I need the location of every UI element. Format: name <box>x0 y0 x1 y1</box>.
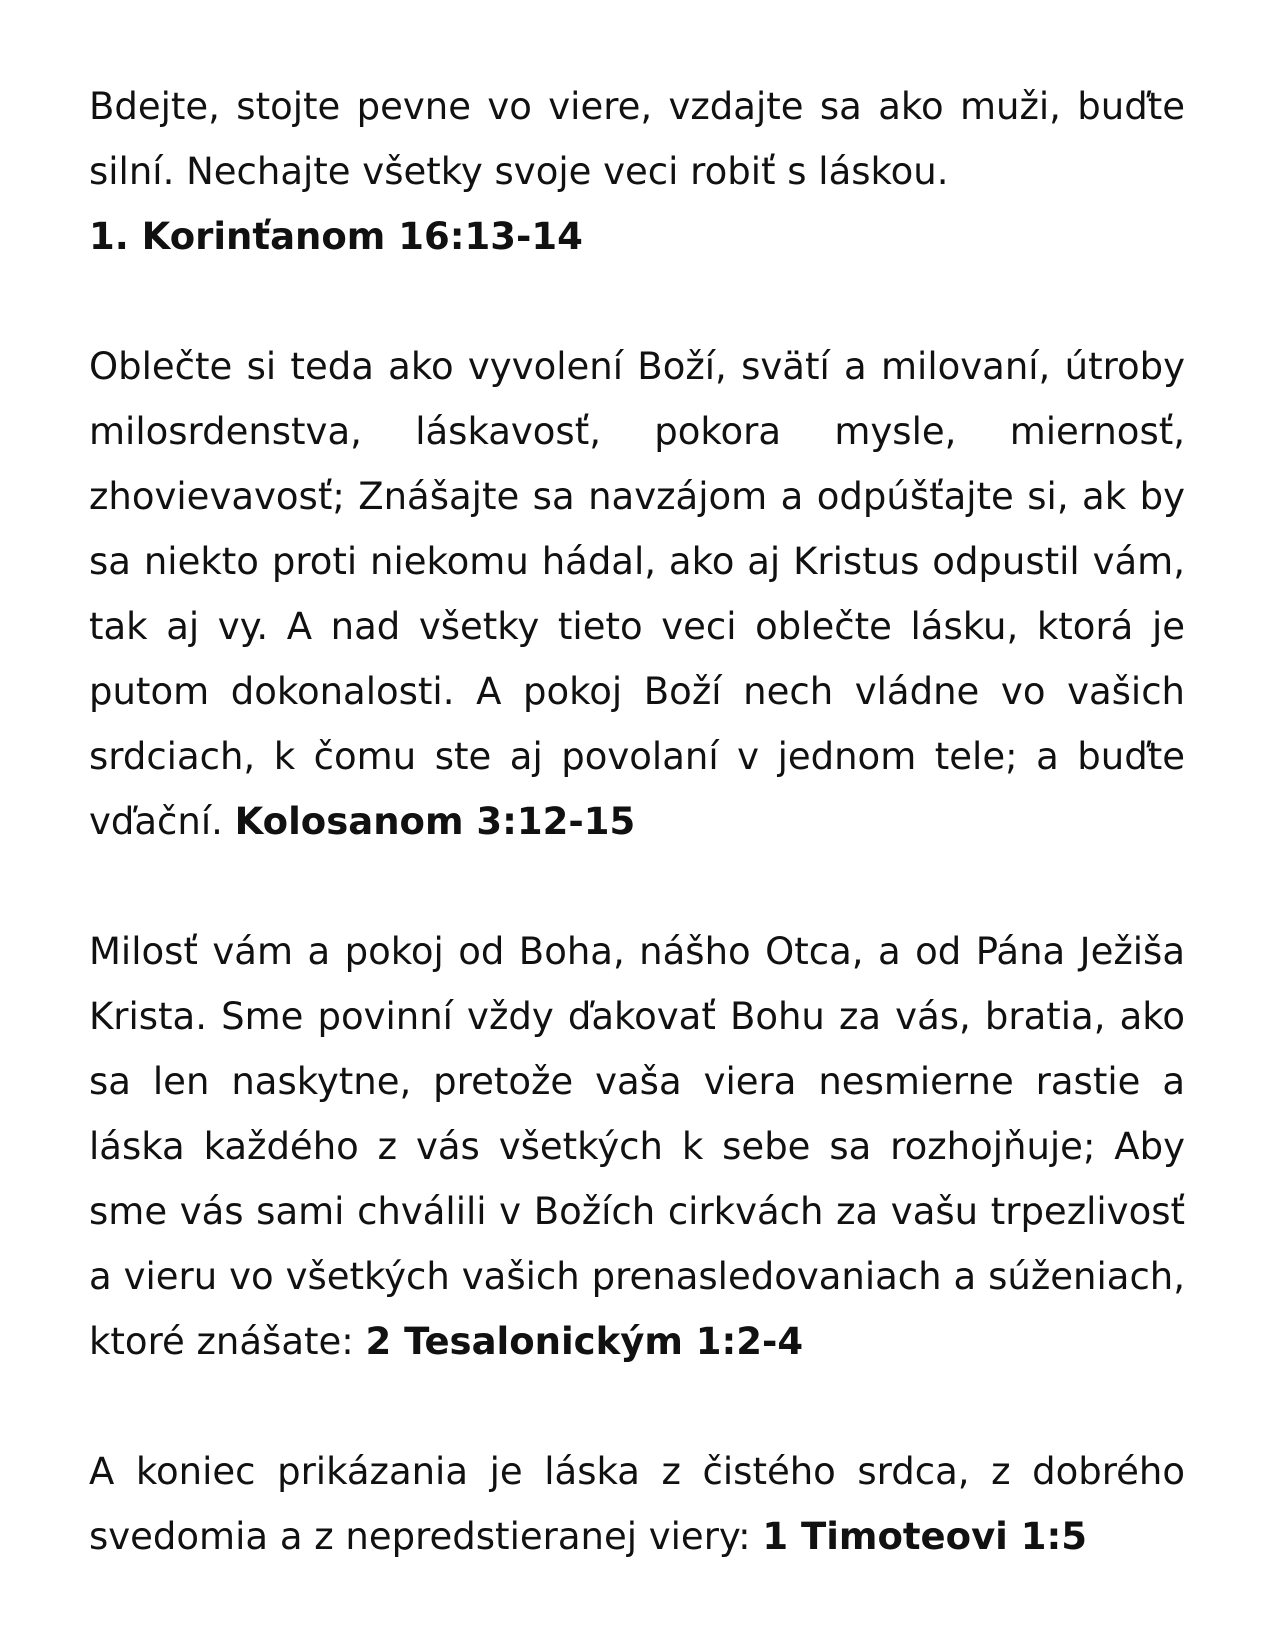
passage-thessalonians <box>89 919 1185 1374</box>
passage-text: A koniec prikázania je láska z čistého srdca, z dobrého svedomia a z nepredstieranej viery: <box>89 1450 1185 1558</box>
passage-colossians <box>89 334 1185 854</box>
passage-reference: Kolosanom 3:12-15 <box>234 800 636 843</box>
document-page <box>89 74 1185 1569</box>
passage-text: Bdejte, stojte pevne vo viere, vzdajte sa ako muži, buďte silní. Nechajte všetky svoje veci robiť s láskou. <box>89 85 1185 193</box>
passage-corinthians <box>89 74 1185 269</box>
passage-text: Milosť vám a pokoj od Boha, nášho Otca, a od Pána Ježiša Krista. Sme povinní vždy ďakovať Bohu za vás, bratia, ako sa len naskytne, pretože vaša viera nesmierne rastie a láska každého z vás všetkých k sebe sa rozhojňuje; Aby sme vás sami chválili v Božích cirkvách za vašu trpezlivosť a vieru vo všetkých vašich prenasledovaniach a súženiach, ktoré znášate: <box>89 930 1185 1363</box>
passage-timothy <box>89 1439 1185 1569</box>
passage-reference: 1 Timoteovi 1:5 <box>762 1515 1088 1558</box>
passage-text: Oblečte si teda ako vyvolení Boží, svätí a milovaní, útroby milosrdenstva, láskavosť, pokora mysle, miernosť, zhovievavosť; Znášajte sa navzájom a odpúšťajte si, ak by sa niekto proti niekomu hádal, ako aj Kristus odpustil vám, tak aj vy. A nad všetky tieto veci oblečte lásku, ktorá je putom dokonalosti. A pokoj Boží nech vládne vo vašich srdciach, k čomu ste aj povolaní v jednom tele; a buďte vďační. <box>89 345 1185 843</box>
passage-reference: 1. Korinťanom 16:13-14 <box>89 215 583 258</box>
passage-reference: 2 Tesalonickým 1:2-4 <box>365 1320 804 1363</box>
